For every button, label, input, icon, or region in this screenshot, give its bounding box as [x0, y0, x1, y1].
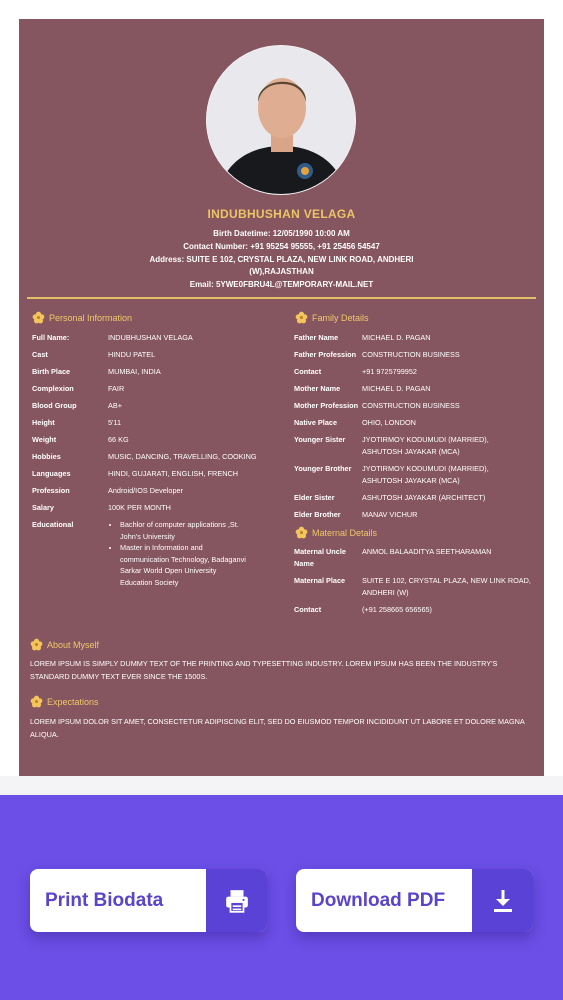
full-name-value: INDUBHUSHAN VELAGA	[108, 333, 193, 342]
mother-profession-label: Mother Profession	[294, 401, 359, 410]
maternal-place-label: Maternal Place	[294, 576, 346, 585]
download-icon	[472, 869, 533, 932]
salary-value: 100K PER MONTH	[108, 503, 171, 512]
native-place-label: Native Place	[294, 418, 337, 427]
mother-profession-value: CONSTRUCTION BUSINESS	[362, 401, 460, 410]
languages-label: Languages	[32, 469, 71, 478]
personal-info-title: Personal Information	[49, 312, 133, 323]
father-profession-value: CONSTRUCTION BUSINESS	[362, 350, 460, 359]
contact-number: Contact Number: +91 95254 95555, +91 25456 54547	[183, 242, 380, 251]
separator-strip	[0, 776, 563, 795]
birth-datetime: Birth Datetime: 12/05/1990 10:00 AM	[213, 229, 350, 238]
hobbies-label: Hobbies	[32, 452, 61, 461]
maternal-details-title: Maternal Details	[312, 527, 378, 538]
flower-icon	[30, 638, 43, 651]
education-item: • Bachlor of computer applications ,St. John's University	[120, 519, 276, 542]
languages-value: HINDI, GUJARATI, ENGLISH, FRENCH	[108, 469, 239, 478]
younger-brother-label: Younger Brother	[294, 464, 352, 473]
expectations-title: Expectations	[47, 696, 99, 707]
elder-brother-value: MANAV VICHUR	[362, 510, 418, 519]
complexion-value: FAIR	[108, 384, 125, 393]
download-pdf-button[interactable]	[296, 869, 533, 932]
printer-icon	[206, 869, 267, 932]
maternal-details-heading	[295, 526, 377, 539]
full-name-label: Full Name:	[32, 333, 70, 342]
expectations-text: LOREM IPSUM DOLOR SIT AMET, CONSECTETUR ADIPISCING ELIT, SED DO EIUSMOD TEMPOR INCIDIDUNT UT LABORE ET DOLORE MAGNA ALIQUA.	[30, 717, 525, 739]
maternal-place-value: SUITE E 102, CRYSTAL PLAZA, NEW LINK ROAD, ANDHERI (W)	[362, 576, 531, 597]
address-line-1: Address: SUITE E 102, CRYSTAL PLAZA, NEW LINK ROAD, ANDHERI	[149, 255, 414, 264]
younger-brother-value: JYOTIRMOY KODUMUDI (MARRIED), ASHUTOSH JAYAKAR (MCA)	[362, 464, 489, 485]
education-label: Educational	[32, 520, 74, 529]
print-biodata-label: Print Biodata	[45, 889, 164, 911]
salary-label: Salary	[32, 503, 54, 512]
education-value	[108, 519, 276, 588]
cast-value: HINDU PATEL	[108, 350, 156, 359]
birth-place-value: MUMBAI, INDIA	[108, 367, 161, 376]
about-text: LOREM IPSUM IS SIMPLY DUMMY TEXT OF THE PRINTING AND TYPESETTING INDUSTRY. LOREM IPSUM HAS BEEN THE INDUSTRY'S STANDARD DUMMY TEXT EVER SINCE THE 1500S.	[30, 659, 498, 681]
education-item: • Master in Information and communication Technology, Badaganvi Sarkar World Open University Education Society	[120, 542, 276, 588]
maternal-contact-label: Contact	[294, 605, 322, 614]
mother-name-label: Mother Name	[294, 384, 341, 393]
maternal-details-list	[294, 546, 539, 626]
profile-photo	[206, 45, 356, 195]
elder-sister-value: ASHUTOSH JAYAKAR (ARCHITECT)	[362, 493, 486, 502]
younger-sister-value: JYOTIRMOY KODUMUDI (MARRIED), ASHUTOSH JAYAKAR (MCA)	[362, 435, 489, 456]
about-heading	[30, 638, 99, 651]
personal-info-list	[32, 332, 282, 522]
biodata-card	[19, 19, 544, 776]
father-profession-label: Father Profession	[294, 350, 357, 359]
print-biodata-button[interactable]	[30, 869, 267, 932]
elder-sister-label: Elder Sister	[294, 493, 335, 502]
father-name-value: MICHAEL D. PAGAN	[362, 333, 431, 342]
personal-info-heading	[32, 311, 132, 324]
weight-label: Weight	[32, 435, 57, 444]
about-title: About Myself	[47, 639, 100, 650]
download-pdf-label: Download PDF	[311, 889, 446, 911]
father-name-label: Father Name	[294, 333, 339, 342]
family-details-list	[294, 332, 539, 532]
address-line-2: (W),RAJASTHAN	[249, 267, 314, 276]
height-value: 5'11	[108, 418, 122, 427]
flower-icon	[32, 311, 45, 324]
elder-brother-label: Elder Brother	[294, 510, 341, 519]
flower-icon	[295, 311, 308, 324]
flower-icon	[295, 526, 308, 539]
flower-icon	[30, 695, 43, 708]
native-place-value: OHIO, LONDON	[362, 418, 416, 427]
family-details-heading	[295, 311, 369, 324]
complexion-label: Complexion	[32, 384, 74, 393]
blood-group-label: Blood Group	[32, 401, 77, 410]
maternal-contact-value: (+91 258665 656565)	[362, 605, 432, 614]
email: Email: 5YWE0FBRU4L@TEMPORARY-MAIL.NET	[189, 280, 374, 289]
younger-sister-label: Younger Sister	[294, 435, 346, 444]
maternal-uncle-value: ANMOL BALAADITYA SEETHARAMAN	[362, 547, 492, 556]
blood-group-value: AB+	[108, 401, 122, 410]
maternal-uncle-label: Maternal Uncle Name	[294, 547, 346, 568]
mother-name-value: MICHAEL D. PAGAN	[362, 384, 431, 393]
profession-value: Android/IOS Developer	[108, 486, 184, 495]
hobbies-value: MUSIC, DANCING, TRAVELLING, COOKING	[108, 452, 257, 461]
height-label: Height	[32, 418, 55, 427]
family-details-title: Family Details	[312, 312, 369, 323]
expectations-heading	[30, 695, 99, 708]
father-contact-value: +91 9725799952	[362, 367, 417, 376]
birth-place-label: Birth Place	[32, 367, 71, 376]
profile-name: INDUBHUSHAN VELAGA	[207, 207, 356, 221]
profession-label: Profession	[32, 486, 70, 495]
father-contact-label: Contact	[294, 367, 322, 376]
cast-label: Cast	[32, 350, 48, 359]
weight-value: 66 KG	[108, 435, 129, 444]
header-divider	[27, 297, 536, 299]
